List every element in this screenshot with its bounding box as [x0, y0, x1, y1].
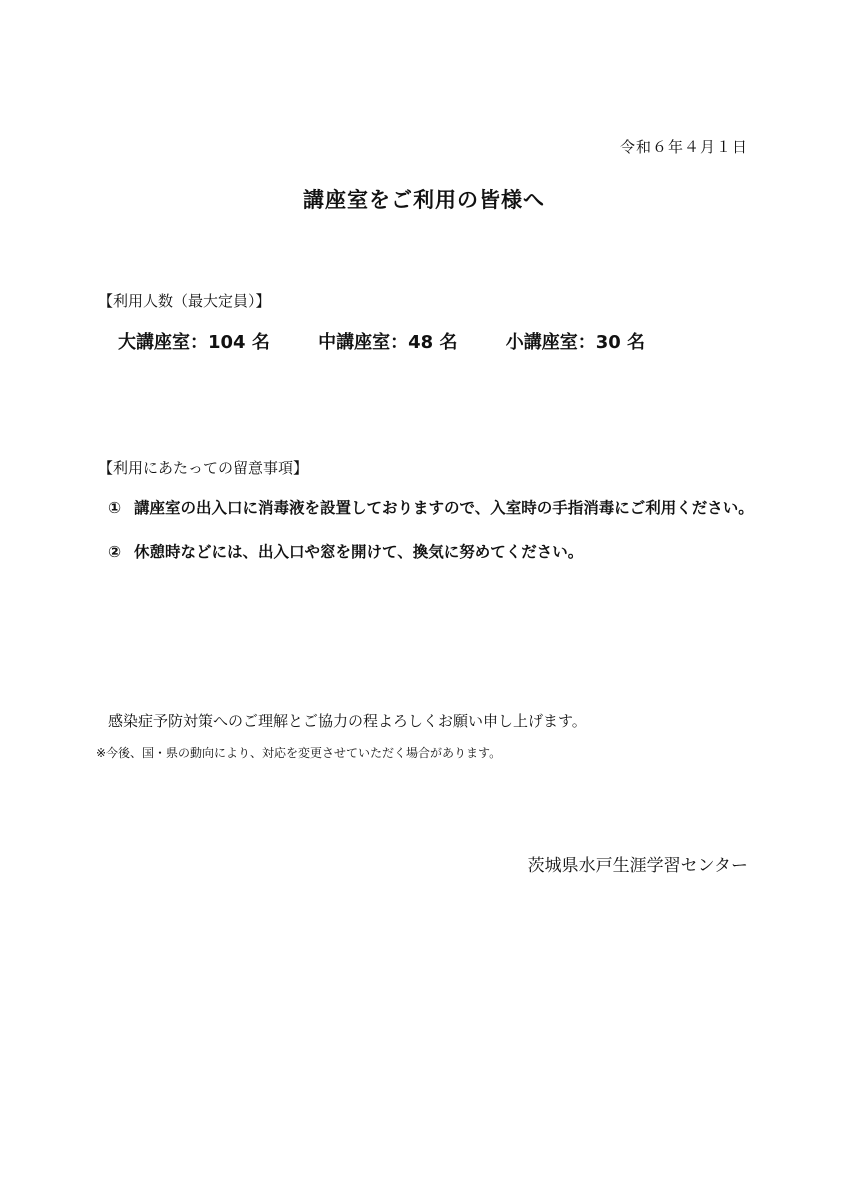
notes-list — [108, 494, 758, 582]
note-item — [108, 494, 758, 522]
note-number: ② — [108, 543, 122, 561]
note-item — [108, 538, 758, 566]
organization-name: 茨城県水戸生涯学習センター — [527, 856, 748, 876]
capacity-list — [118, 328, 687, 354]
note-number: ① — [108, 499, 122, 517]
note-text: 休憩時などには、出入口や窓を開けて、換気に努めてください。 — [134, 543, 584, 561]
capacity-large-room: 大講座室：104 名 — [118, 332, 270, 353]
closing-message: 感染症予防対策へのご理解とご協力の程よろしくお願い申し上げます。 — [108, 712, 587, 730]
document-date: 令和６年４月１日 — [619, 138, 748, 156]
capacity-medium-room: 中講座室：48 名 — [318, 332, 458, 353]
capacity-heading: 【利用人数（最大定員）】 — [98, 292, 271, 310]
capacity-small-room: 小講座室：30 名 — [505, 332, 646, 353]
notes-heading: 【利用にあたっての留意事項】 — [98, 459, 309, 477]
footnote: ※今後、国・県の動向により、対応を変更させていただく場合があります。 — [96, 746, 502, 760]
note-text: 講座室の出入口に消毒液を設置しておりますので、入室時の手指消毒にご利用ください。 — [134, 499, 754, 517]
document-title: 講座室をご利用の皆様へ — [303, 188, 545, 212]
